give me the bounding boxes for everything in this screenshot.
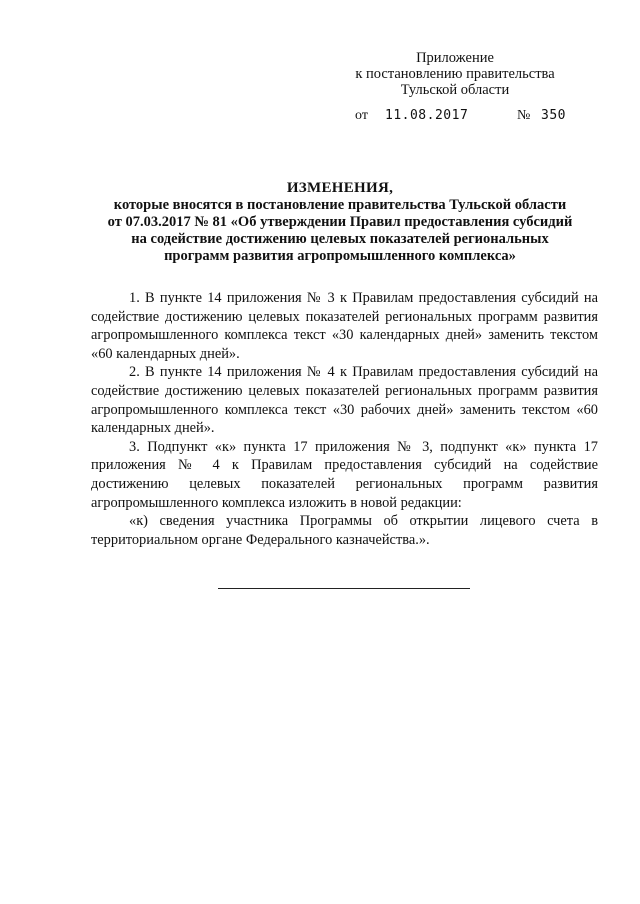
document-date: 11.08.2017 — [385, 108, 469, 123]
appendix-line: Приложение — [416, 50, 494, 66]
document-number: 350 — [541, 108, 566, 123]
appendix-line: Тульской области — [400, 82, 510, 98]
paragraph: «к) сведения участника Программы об открытии лицевого счета в территориальном органе Федерального казначейства.». — [91, 513, 598, 548]
end-divider-line — [218, 588, 470, 589]
title-line: которые вносятся в постановление правительства Тульской области — [113, 197, 567, 213]
title-line: на содействие достижению целевых показателей региональных — [131, 231, 549, 247]
appendix-line: к постановлению правительства — [355, 66, 555, 82]
title-main: ИЗМЕНЕНИЯ, — [286, 180, 394, 196]
date-prefix: от — [355, 108, 368, 123]
document-title — [70, 180, 610, 265]
paragraph: 2. В пункте 14 приложения № 4 к Правилам предоставления субсидий на содействие достижению целевых показателей региональных программ развития агропромышленного комплекса текст «30 рабочих дней» заменить текстом «60 календарных дней». — [91, 364, 598, 437]
number-sign: № — [517, 108, 531, 123]
appendix-header — [330, 50, 580, 98]
paragraph: 3. Подпункт «к» пункта 17 приложения № 3, подпункт «к» пункта 17 приложения № 4 к Правилам предоставления субсидий на содействие достижению целевых показателей региональных программ развития агропромышленного комплекса изложить в новой редакции: — [91, 438, 598, 511]
document-body — [91, 289, 598, 549]
title-line: от 07.03.2017 № 81 «Об утверждении Правил предоставления субсидий — [107, 214, 573, 230]
title-line: программ развития агропромышленного комплекса» — [164, 248, 516, 264]
paragraph: 1. В пункте 14 приложения № 3 к Правилам предоставления субсидий на содействие достижению целевых показателей региональных программ развития агропромышленного комплекса текст «30 календарных дней» заменить текстом «60 календарных дней». — [91, 290, 598, 362]
